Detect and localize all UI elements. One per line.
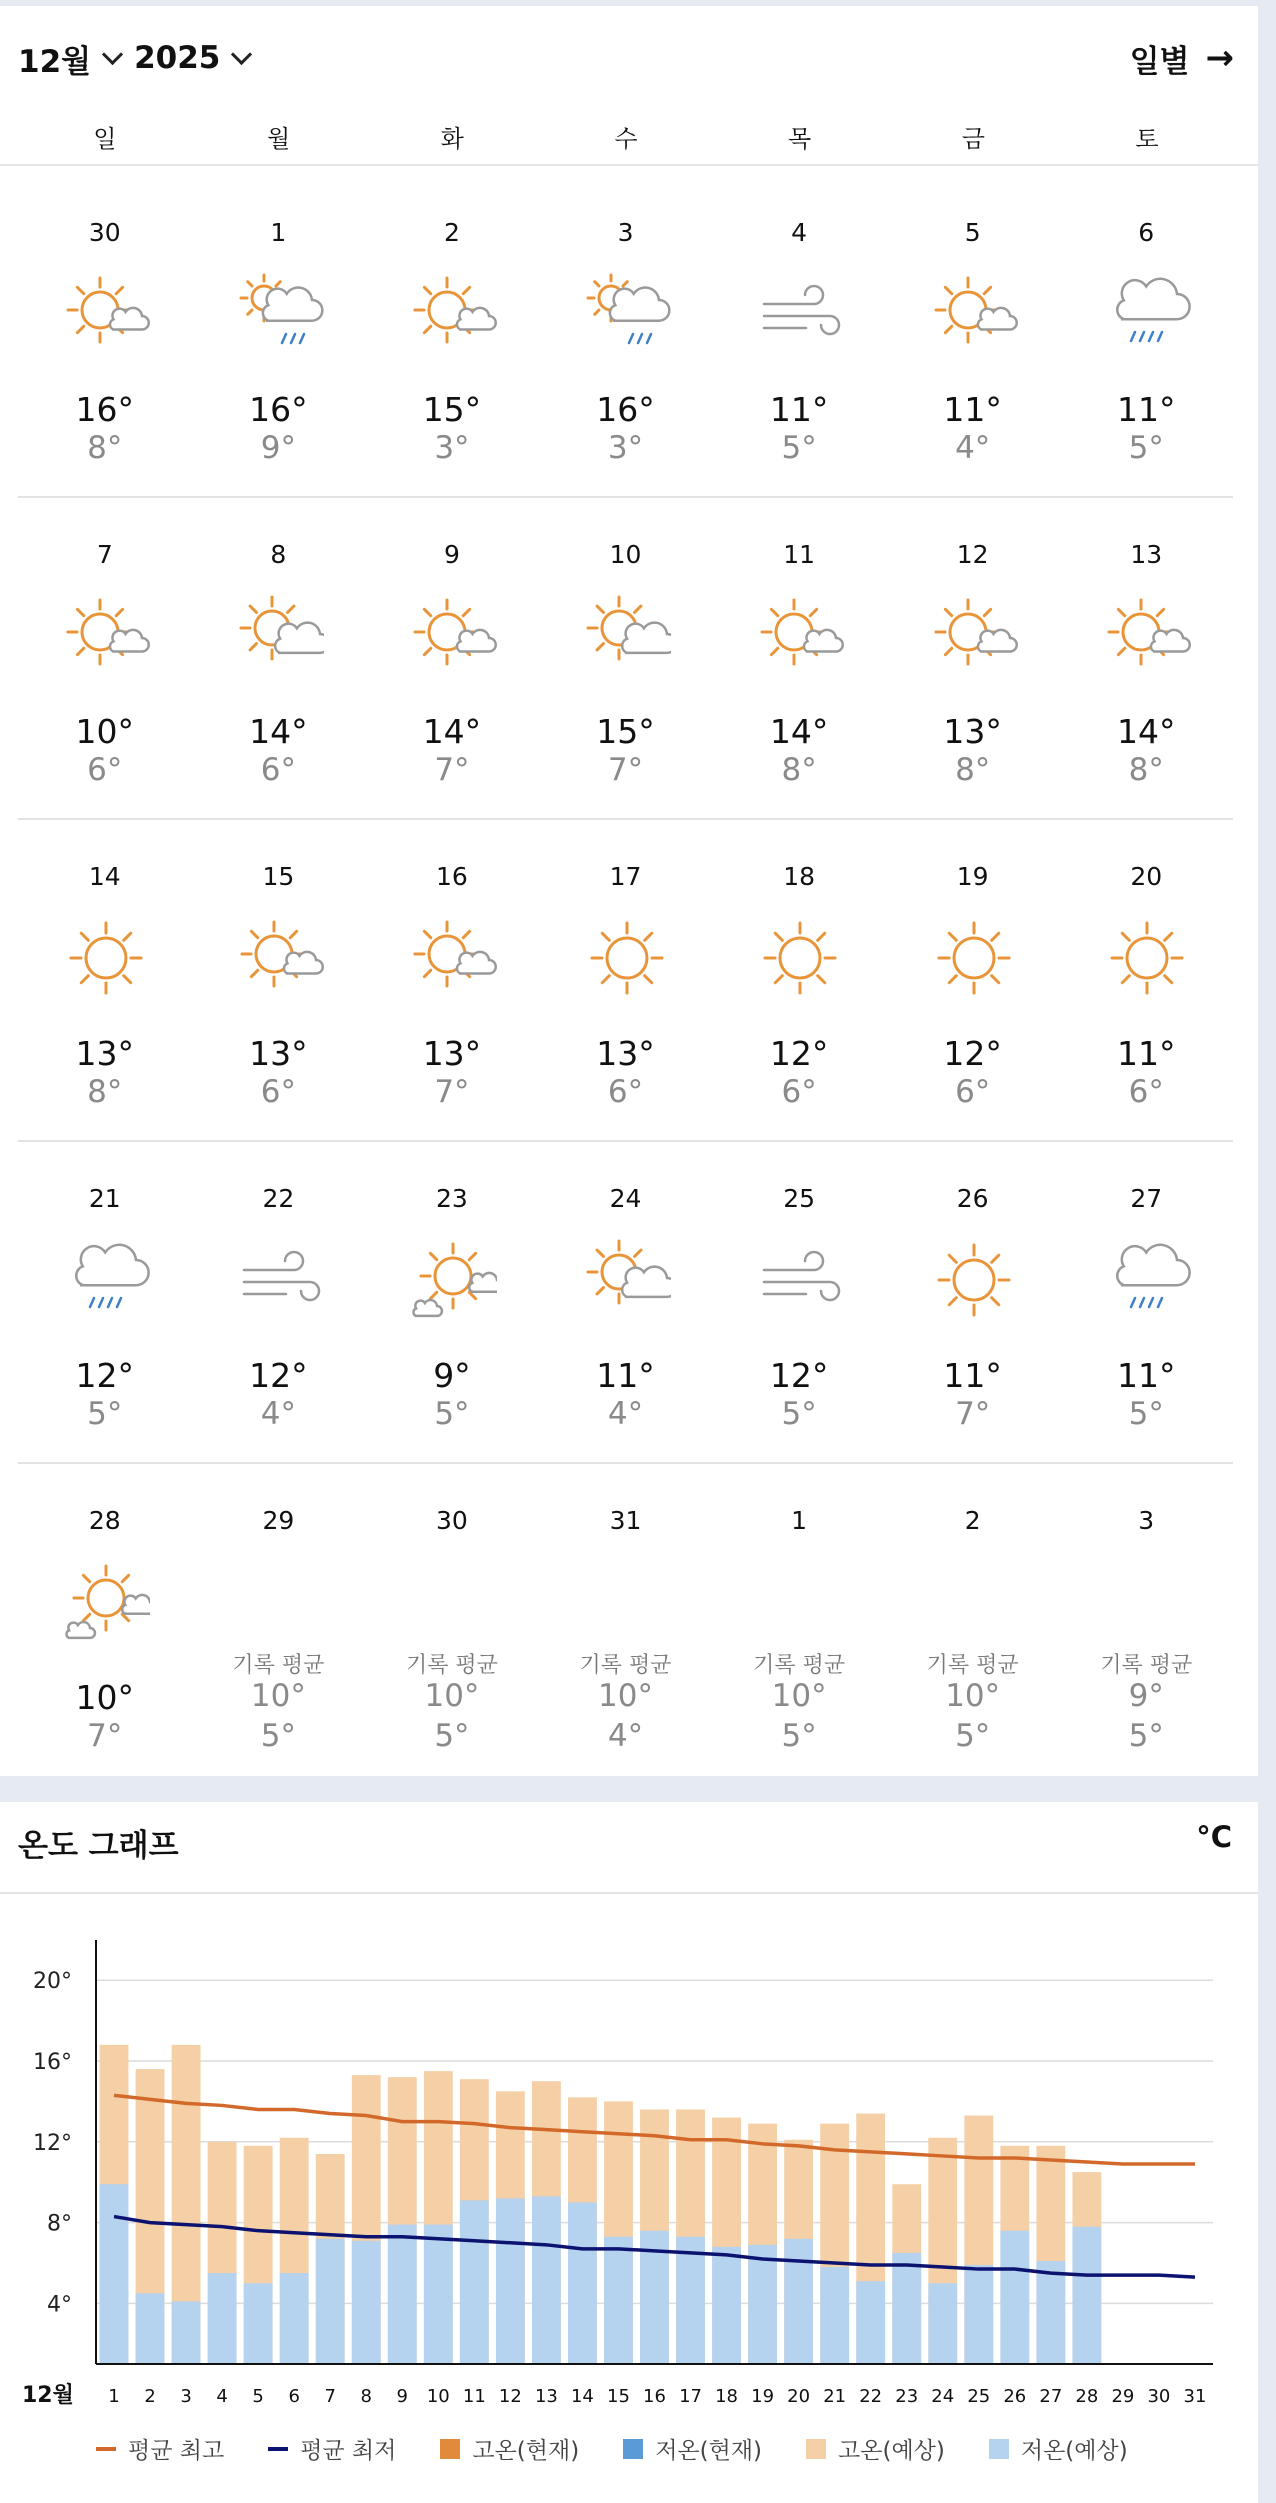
partly-sunny-icon	[409, 592, 497, 680]
partly-sunny-icon	[62, 592, 150, 680]
day-number: 28	[88, 1506, 121, 1535]
calendar-day[interactable]	[365, 818, 539, 1140]
partly-sunny-icon	[62, 270, 150, 358]
day-number: 2	[443, 218, 460, 247]
legend-swatch	[96, 2447, 116, 2451]
partly-cloudy-icon	[583, 1236, 671, 1324]
calendar-day[interactable]	[712, 1140, 886, 1462]
low-temp: 6°	[260, 752, 296, 788]
legend-label: 평균 최저	[300, 2438, 397, 2464]
day-number: 31	[609, 1506, 642, 1535]
partly-sunny-icon	[1103, 592, 1191, 680]
daily-label: 일별	[1129, 43, 1190, 80]
weekday-label: 일	[93, 125, 117, 153]
x-tick-label: 18	[715, 2386, 739, 2407]
x-tick-label: 7	[324, 2386, 336, 2407]
y-tick-label: 8°	[47, 2211, 72, 2237]
legend-swatch	[989, 2439, 1009, 2459]
x-tick-label: 11	[462, 2386, 486, 2407]
day-number: 7	[96, 540, 113, 569]
low-temp: 4°	[260, 1396, 296, 1432]
calendar-day[interactable]	[886, 1140, 1060, 1462]
record-average-label: 기록 평균	[579, 1653, 672, 1678]
x-tick-label: 17	[679, 2386, 702, 2407]
partly-sunny-icon	[930, 270, 1018, 358]
day-number: 3	[1138, 1506, 1155, 1535]
high-temp: 13°	[943, 712, 1002, 751]
low-forecast-bar	[604, 2237, 633, 2364]
calendar-day[interactable]	[539, 174, 713, 496]
sun-icon	[62, 914, 150, 1002]
high-temp: 10°	[424, 1678, 480, 1714]
low-forecast-bar	[424, 2225, 453, 2364]
high-temp: 11°	[1117, 390, 1176, 429]
day-number: 19	[956, 862, 989, 891]
low-temp: 8°	[781, 752, 817, 788]
x-tick-label: 15	[607, 2386, 630, 2407]
low-temp: 5°	[434, 1718, 470, 1754]
x-tick-label: 31	[1183, 2386, 1207, 2407]
low-temp: 8°	[87, 430, 123, 466]
low-forecast-bar	[892, 2253, 921, 2364]
calendar-day[interactable]	[18, 1462, 192, 1784]
wind-icon	[756, 270, 844, 358]
x-tick-label: 9	[396, 2386, 409, 2407]
low-temp: 7°	[607, 752, 644, 788]
high-temp: 12°	[769, 1034, 829, 1073]
low-forecast-bar	[676, 2237, 705, 2364]
low-temp: 5°	[955, 1718, 991, 1754]
calendar-day[interactable]	[192, 496, 366, 818]
x-tick-label: 14	[570, 2386, 594, 2407]
calendar-day[interactable]	[365, 174, 539, 496]
low-temp: 4°	[607, 1718, 644, 1754]
low-forecast-bar	[1000, 2231, 1029, 2364]
legend-label: 고온(예상)	[838, 2438, 945, 2464]
calendar-day[interactable]	[192, 174, 366, 496]
high-temp: 11°	[943, 390, 1002, 429]
day-number: 8	[270, 540, 287, 569]
calendar-day[interactable]	[712, 496, 886, 818]
chevron-down-icon	[231, 43, 252, 64]
low-temp: 8°	[955, 752, 991, 788]
x-tick-label: 25	[967, 2386, 991, 2407]
record-average-label: 기록 평균	[405, 1653, 498, 1678]
calendar-day[interactable]	[712, 818, 886, 1140]
chevron-down-icon	[102, 43, 123, 64]
low-temp: 5°	[781, 430, 817, 466]
calendar-day[interactable]	[1059, 818, 1233, 1140]
calendar-day[interactable]	[365, 1140, 539, 1462]
high-temp: 10°	[75, 712, 135, 751]
day-number: 1	[270, 218, 287, 247]
legend-swatch	[806, 2439, 826, 2459]
low-temp: 6°	[955, 1074, 991, 1110]
calendar-day[interactable]	[365, 496, 539, 818]
high-temp: 12°	[769, 1356, 829, 1395]
x-tick-label: 24	[931, 2386, 955, 2407]
high-temp: 16°	[75, 390, 135, 429]
low-forecast-bar	[1036, 2261, 1065, 2364]
low-temp: 5°	[434, 1396, 470, 1432]
daily-view-link[interactable]	[1130, 30, 1234, 86]
low-forecast-bar	[820, 2267, 849, 2364]
low-temp: 5°	[781, 1718, 817, 1754]
calendar-week	[18, 496, 1233, 820]
rain-icon	[1103, 270, 1191, 358]
low-temp: 7°	[434, 1074, 470, 1110]
high-temp: 9°	[1128, 1678, 1164, 1714]
graph-title: 온도 그래프	[18, 1828, 179, 1864]
low-forecast-bar	[964, 2265, 993, 2364]
legend-item[interactable]	[268, 2432, 396, 2465]
calendar-day[interactable]	[712, 174, 886, 496]
chart-legend	[96, 2432, 1172, 2465]
low-forecast-bar	[316, 2239, 345, 2364]
calendar-week	[18, 1140, 1233, 1464]
calendar-day[interactable]	[539, 1140, 713, 1462]
high-temp: 10°	[771, 1678, 827, 1714]
low-forecast-bar	[280, 2273, 309, 2364]
low-temp: 5°	[87, 1396, 123, 1432]
high-temp: 15°	[422, 390, 482, 429]
legend-label: 저온(현재)	[655, 2438, 763, 2464]
day-number: 10	[609, 540, 642, 569]
high-temp: 13°	[249, 1034, 308, 1073]
day-number: 3	[617, 218, 634, 247]
calendar-day[interactable]	[192, 1462, 366, 1784]
high-temp: 9°	[433, 1356, 471, 1395]
low-forecast-bar	[100, 2184, 129, 2364]
calendar-day[interactable]	[539, 818, 713, 1140]
weekday-label: 토	[1135, 125, 1159, 153]
low-forecast-bar	[784, 2239, 813, 2364]
y-tick-label: 20°	[33, 1969, 72, 1995]
high-temp: 13°	[596, 1034, 655, 1073]
high-temp: 13°	[422, 1034, 482, 1073]
calendar-day[interactable]	[539, 496, 713, 818]
partly-sunny-icon	[756, 592, 844, 680]
year-dropdown[interactable]	[134, 40, 249, 76]
day-number: 17	[609, 862, 642, 891]
x-tick-label: 28	[1075, 2386, 1099, 2407]
sun-fog-icon	[62, 1558, 150, 1646]
calendar-day[interactable]	[1059, 1140, 1233, 1462]
x-tick-label: 20	[787, 2386, 811, 2407]
sun-icon	[1103, 914, 1191, 1002]
legend-swatch	[623, 2439, 643, 2459]
partly-cloudy-icon	[583, 592, 671, 680]
legend-item[interactable]	[989, 2432, 1128, 2465]
low-forecast-bar	[532, 2196, 561, 2364]
high-temp: 12°	[943, 1034, 1002, 1073]
low-temp: 9°	[260, 430, 296, 466]
rain-icon	[1103, 1236, 1191, 1324]
x-tick-label: 22	[859, 2386, 883, 2407]
low-temp: 3°	[434, 430, 470, 466]
day-number: 11	[783, 540, 815, 569]
x-tick-label: 1	[108, 2386, 120, 2407]
high-temp: 11°	[1117, 1356, 1176, 1395]
high-temp: 10°	[75, 1678, 135, 1717]
day-number: 14	[88, 862, 121, 891]
x-tick-label: 4	[216, 2386, 228, 2407]
high-temp: 12°	[249, 1356, 308, 1395]
x-tick-label: 19	[751, 2386, 775, 2407]
day-number: 5	[964, 218, 981, 247]
partly-sunny-icon	[409, 270, 497, 358]
low-temp: 5°	[781, 1396, 817, 1432]
calendar-day[interactable]	[192, 1140, 366, 1462]
x-axis-month-label: 12월	[22, 2383, 74, 2408]
low-temp: 6°	[260, 1074, 296, 1110]
day-number: 21	[88, 1184, 121, 1213]
weekday-label: 금	[961, 125, 985, 153]
low-forecast-bar	[568, 2202, 597, 2364]
record-average-label: 기록 평균	[926, 1653, 1019, 1678]
month-label: 12월	[18, 43, 92, 80]
calendar-day[interactable]	[18, 1140, 192, 1462]
partly-sunny-icon	[236, 914, 324, 1002]
day-number: 6	[1138, 218, 1155, 247]
x-tick-label: 26	[1003, 2386, 1027, 2407]
record-average-label: 기록 평균	[232, 1653, 325, 1678]
day-number: 15	[262, 862, 295, 891]
calendar-day[interactable]	[18, 818, 192, 1140]
low-forecast-bar	[460, 2200, 489, 2364]
low-forecast-bar	[244, 2283, 273, 2364]
x-tick-label: 2	[144, 2386, 156, 2407]
calendar-day[interactable]	[1059, 496, 1233, 818]
day-number: 13	[1130, 540, 1163, 569]
high-temp: 11°	[596, 1356, 655, 1395]
low-temp: 7°	[434, 752, 470, 788]
partly-sunny-icon	[409, 914, 497, 1002]
low-temp: 8°	[1128, 752, 1164, 788]
year-label: 2025	[134, 40, 221, 76]
calendar-day[interactable]	[886, 496, 1060, 818]
month-dropdown[interactable]	[18, 36, 120, 81]
partly-cloudy-icon	[236, 592, 324, 680]
legend-item[interactable]	[806, 2432, 945, 2465]
day-number: 4	[791, 218, 808, 247]
day-number: 22	[262, 1184, 295, 1213]
low-forecast-bar	[388, 2225, 417, 2364]
high-temp: 12°	[75, 1356, 135, 1395]
low-temp: 8°	[87, 1074, 123, 1110]
low-forecast-bar	[496, 2198, 525, 2364]
low-temp: 6°	[87, 752, 123, 788]
calendar-day[interactable]	[192, 818, 366, 1140]
day-number: 1	[791, 1506, 808, 1535]
low-forecast-bar	[928, 2283, 957, 2364]
low-temp: 5°	[1128, 430, 1164, 466]
high-temp: 11°	[769, 390, 829, 429]
x-tick-label: 5	[252, 2386, 264, 2407]
sun-icon	[756, 914, 844, 1002]
day-number: 30	[436, 1506, 468, 1535]
x-tick-label: 16	[643, 2386, 666, 2407]
low-temp: 5°	[1128, 1396, 1164, 1432]
day-number: 25	[783, 1184, 815, 1213]
record-average-label: 기록 평균	[1100, 1653, 1193, 1678]
arrow-right-icon: →	[1205, 38, 1234, 78]
day-number: 23	[436, 1184, 468, 1213]
low-temp: 4°	[607, 1396, 644, 1432]
calendar-day[interactable]	[712, 1462, 886, 1784]
x-tick-label: 10	[426, 2386, 450, 2407]
day-number: 18	[783, 862, 815, 891]
x-tick-label: 23	[895, 2386, 919, 2407]
partly-sunny-icon	[930, 592, 1018, 680]
high-temp: 16°	[596, 390, 655, 429]
wind-icon	[236, 1236, 324, 1324]
sun-icon	[930, 1236, 1018, 1324]
low-temp: 4°	[955, 430, 991, 466]
calendar-week	[18, 174, 1233, 498]
sun-rain-icon	[583, 270, 671, 358]
rain-icon	[62, 1236, 150, 1324]
low-temp: 6°	[607, 1074, 644, 1110]
temperature-graph-card	[0, 1802, 1258, 2503]
high-temp: 11°	[1117, 1034, 1176, 1073]
calendar-day[interactable]	[886, 174, 1060, 496]
low-temp: 7°	[955, 1396, 991, 1432]
calendar-week	[18, 818, 1233, 1142]
calendar-day[interactable]	[18, 174, 192, 496]
unit-toggle[interactable]: °C	[1196, 1820, 1232, 1854]
low-forecast-bar	[748, 2245, 777, 2364]
day-number: 24	[609, 1184, 642, 1213]
day-number: 2	[964, 1506, 981, 1535]
x-tick-label: 12	[498, 2386, 522, 2407]
wind-icon	[756, 1236, 844, 1324]
legend-swatch	[440, 2439, 460, 2459]
sun-fog-icon	[409, 1236, 497, 1324]
low-forecast-bar	[712, 2247, 741, 2364]
day-number: 12	[956, 540, 989, 569]
legend-label: 평균 최고	[128, 2438, 225, 2464]
y-tick-label: 12°	[33, 2130, 72, 2156]
x-tick-label: 21	[823, 2386, 847, 2407]
day-number: 20	[1130, 862, 1163, 891]
calendar-week	[18, 1462, 1233, 1784]
low-forecast-bar	[856, 2281, 885, 2364]
weekday-header	[0, 114, 1258, 166]
high-temp: 13°	[75, 1034, 135, 1073]
low-temp: 6°	[1128, 1074, 1164, 1110]
legend-label: 저온(예상)	[1020, 2438, 1128, 2464]
y-tick-label: 4°	[47, 2292, 72, 2318]
legend-item[interactable]	[96, 2432, 224, 2465]
y-tick-label: 16°	[33, 2050, 72, 2075]
weekday-label: 목	[788, 125, 812, 153]
x-tick-label: 6	[288, 2386, 300, 2407]
day-number: 27	[1130, 1184, 1163, 1213]
low-temp: 7°	[87, 1718, 123, 1754]
legend-item[interactable]	[623, 2432, 762, 2465]
high-temp: 14°	[422, 712, 482, 751]
month-year-selector	[18, 30, 263, 86]
day-number: 9	[443, 540, 460, 569]
calendar-day[interactable]	[1059, 174, 1233, 496]
low-forecast-bar	[1072, 2227, 1101, 2364]
sun-icon	[930, 914, 1018, 1002]
temperature-chart	[0, 1802, 1258, 2422]
x-tick-label: 8	[360, 2386, 372, 2407]
calendar-day[interactable]	[365, 1462, 539, 1784]
day-number: 29	[262, 1506, 295, 1535]
x-tick-label: 30	[1147, 2386, 1171, 2407]
calendar-card	[0, 6, 1258, 1776]
calendar-day[interactable]	[886, 818, 1060, 1140]
legend-item[interactable]	[440, 2432, 579, 2465]
weekday-label: 수	[614, 125, 638, 153]
legend-swatch	[268, 2447, 288, 2451]
high-temp: 10°	[250, 1678, 306, 1714]
calendar-day[interactable]	[18, 496, 192, 818]
high-temp: 14°	[249, 712, 308, 751]
sun-rain-icon	[236, 270, 324, 358]
low-forecast-bar	[172, 2301, 201, 2364]
low-temp: 5°	[260, 1718, 296, 1754]
low-forecast-bar	[136, 2293, 165, 2364]
high-temp: 14°	[769, 712, 829, 751]
high-temp: 16°	[249, 390, 308, 429]
high-temp: 15°	[596, 712, 655, 751]
calendar-day[interactable]	[539, 1462, 713, 1784]
x-tick-label: 27	[1039, 2386, 1063, 2407]
weekday-label: 화	[440, 125, 464, 153]
weekday-label: 월	[266, 125, 291, 153]
x-tick-label: 3	[180, 2386, 192, 2407]
x-tick-label: 13	[534, 2386, 558, 2407]
high-temp: 14°	[1117, 712, 1176, 751]
legend-label: 고온(현재)	[472, 2438, 580, 2464]
x-tick-label: 29	[1111, 2386, 1135, 2407]
high-temp: 10°	[945, 1678, 1001, 1714]
calendar-day[interactable]	[886, 1462, 1060, 1784]
low-forecast-bar	[352, 2241, 381, 2364]
low-forecast-bar	[208, 2273, 237, 2364]
low-temp: 6°	[781, 1074, 817, 1110]
low-temp: 5°	[1128, 1718, 1164, 1754]
calendar-day[interactable]	[1059, 1462, 1233, 1784]
day-number: 26	[956, 1184, 989, 1213]
high-temp: 10°	[598, 1678, 653, 1714]
day-number: 30	[88, 218, 121, 247]
low-temp: 3°	[607, 430, 644, 466]
day-number: 16	[436, 862, 468, 891]
record-average-label: 기록 평균	[753, 1653, 846, 1678]
sun-icon	[583, 914, 671, 1002]
high-temp: 11°	[943, 1356, 1002, 1395]
